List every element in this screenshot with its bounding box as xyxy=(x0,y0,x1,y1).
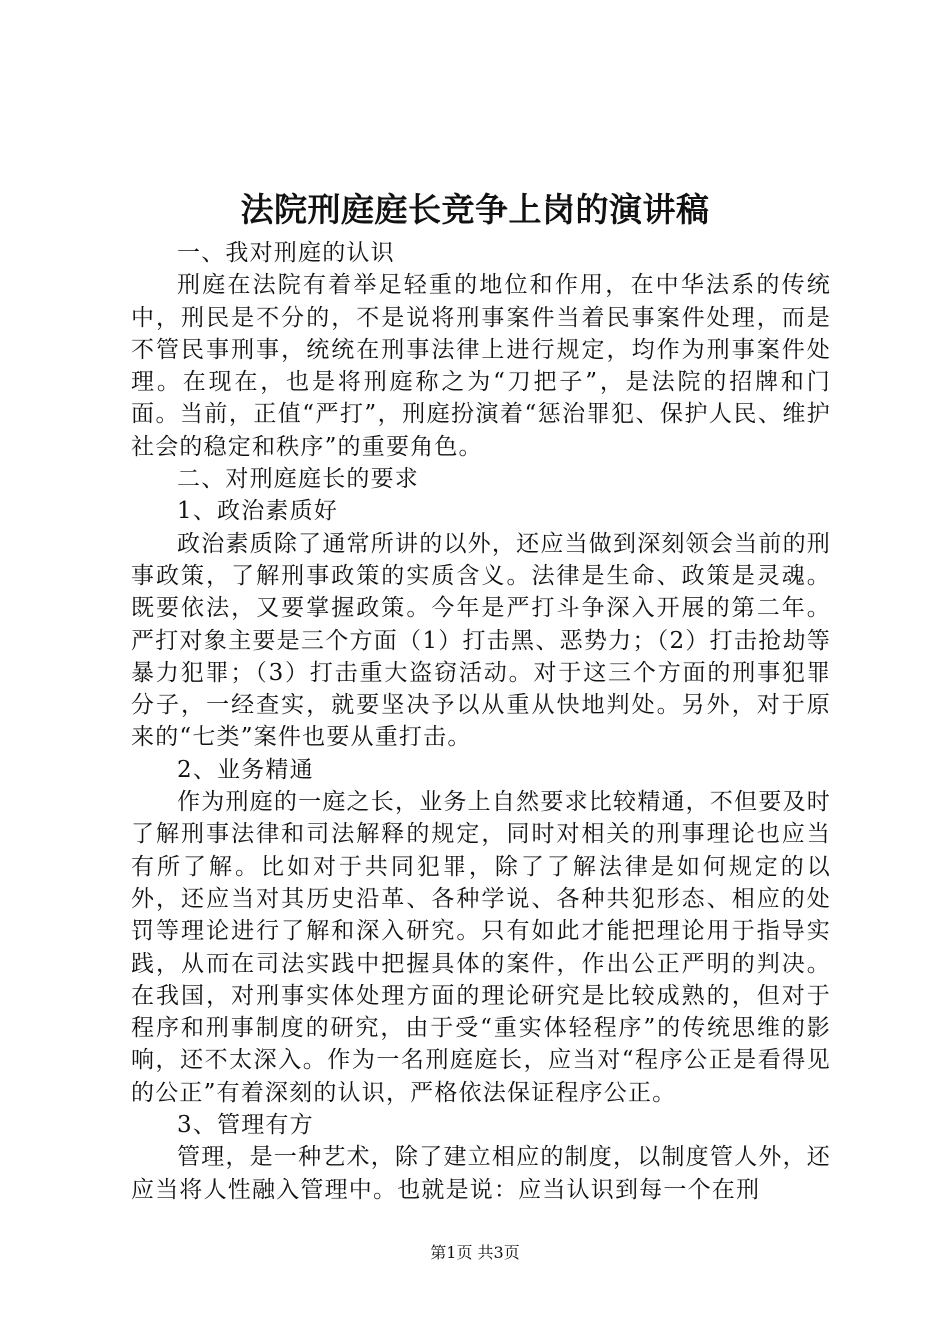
paragraph: 管理，是一种艺术，除了建立相应的制度，以制度管人外，还应当将人性融入管理中。也就是说：应当认识到每一个在刑 xyxy=(131,1144,831,1203)
document-title: 法院刑庭庭长竞争上岗的演讲稿 xyxy=(240,190,710,229)
subsection-heading: 3、管理有方 xyxy=(177,1112,314,1139)
page-number-footer: 第1页 共3页 xyxy=(430,1243,520,1262)
paragraph: 刑庭在法院有着举足轻重的地位和作用，在中华法系的传统中，刑民是不分的，不是说将刑事案件当着民事案件处理，而是不管民事刑事，统统在刑事法律上进行规定，均作为刑事案件处理。在现在，也是将刑庭称之为“刀把子”，是法院的招牌和门面。当前，正值“严打”，刑庭扮演着“惩治罪犯、保护人民、维护社会的稳定和秩序”的重要角色。 xyxy=(131,272,831,460)
section-heading: 二、对刑庭庭长的要求 xyxy=(177,466,419,493)
subsection-heading: 1、政治素质好 xyxy=(177,498,339,525)
paragraph: 作为刑庭的一庭之长，业务上自然要求比较精通，不但要及时了解刑事法律和司法解释的规定，同时对相关的刑事理论也应当有所了解。比如对于共同犯罪，除了了解法律是如何规定的以外，还应当对其历史沿革、各种学说、各种共犯形态、相应的处罚等理论进行了解和深入研究。只有如此才能把理论用于指导实践，从而在司法实践中把握具体的案件，作出公正严明的判决。在我国，对刑事实体处理方面的理论研究是比较成熟的，但对于程序和刑事制度的研究，由于受“重实体轻程序”的传统思维的影响，还不太深入。作为一名刑庭庭长，应当对“程序公正是看得见的公正”有着深刻的认识，严格依法保证程序公正。 xyxy=(131,789,831,1106)
document-body xyxy=(131,237,831,1206)
section-heading: 一、我对刑庭的认识 xyxy=(177,240,395,266)
subsection-heading: 2、业务精通 xyxy=(177,756,314,783)
paragraph: 政治素质除了通常所讲的以外，还应当做到深刻领会当前的刑事政策，了解刑事政策的实质含义。法律是生命、政策是灵魂。既要依法，又要掌握政策。今年是严打斗争深入开展的第二年。严打对象主要是三个方面（1）打击黑、恶势力；（2）打击抢劫等暴力犯罪；（3）打击重大盗窃活动。对于这三个方面的刑事犯罪分子，一经查实，就要坚决予以从重从快地判处。另外，对于原来的“七类”案件也要从重打击。 xyxy=(131,530,831,751)
